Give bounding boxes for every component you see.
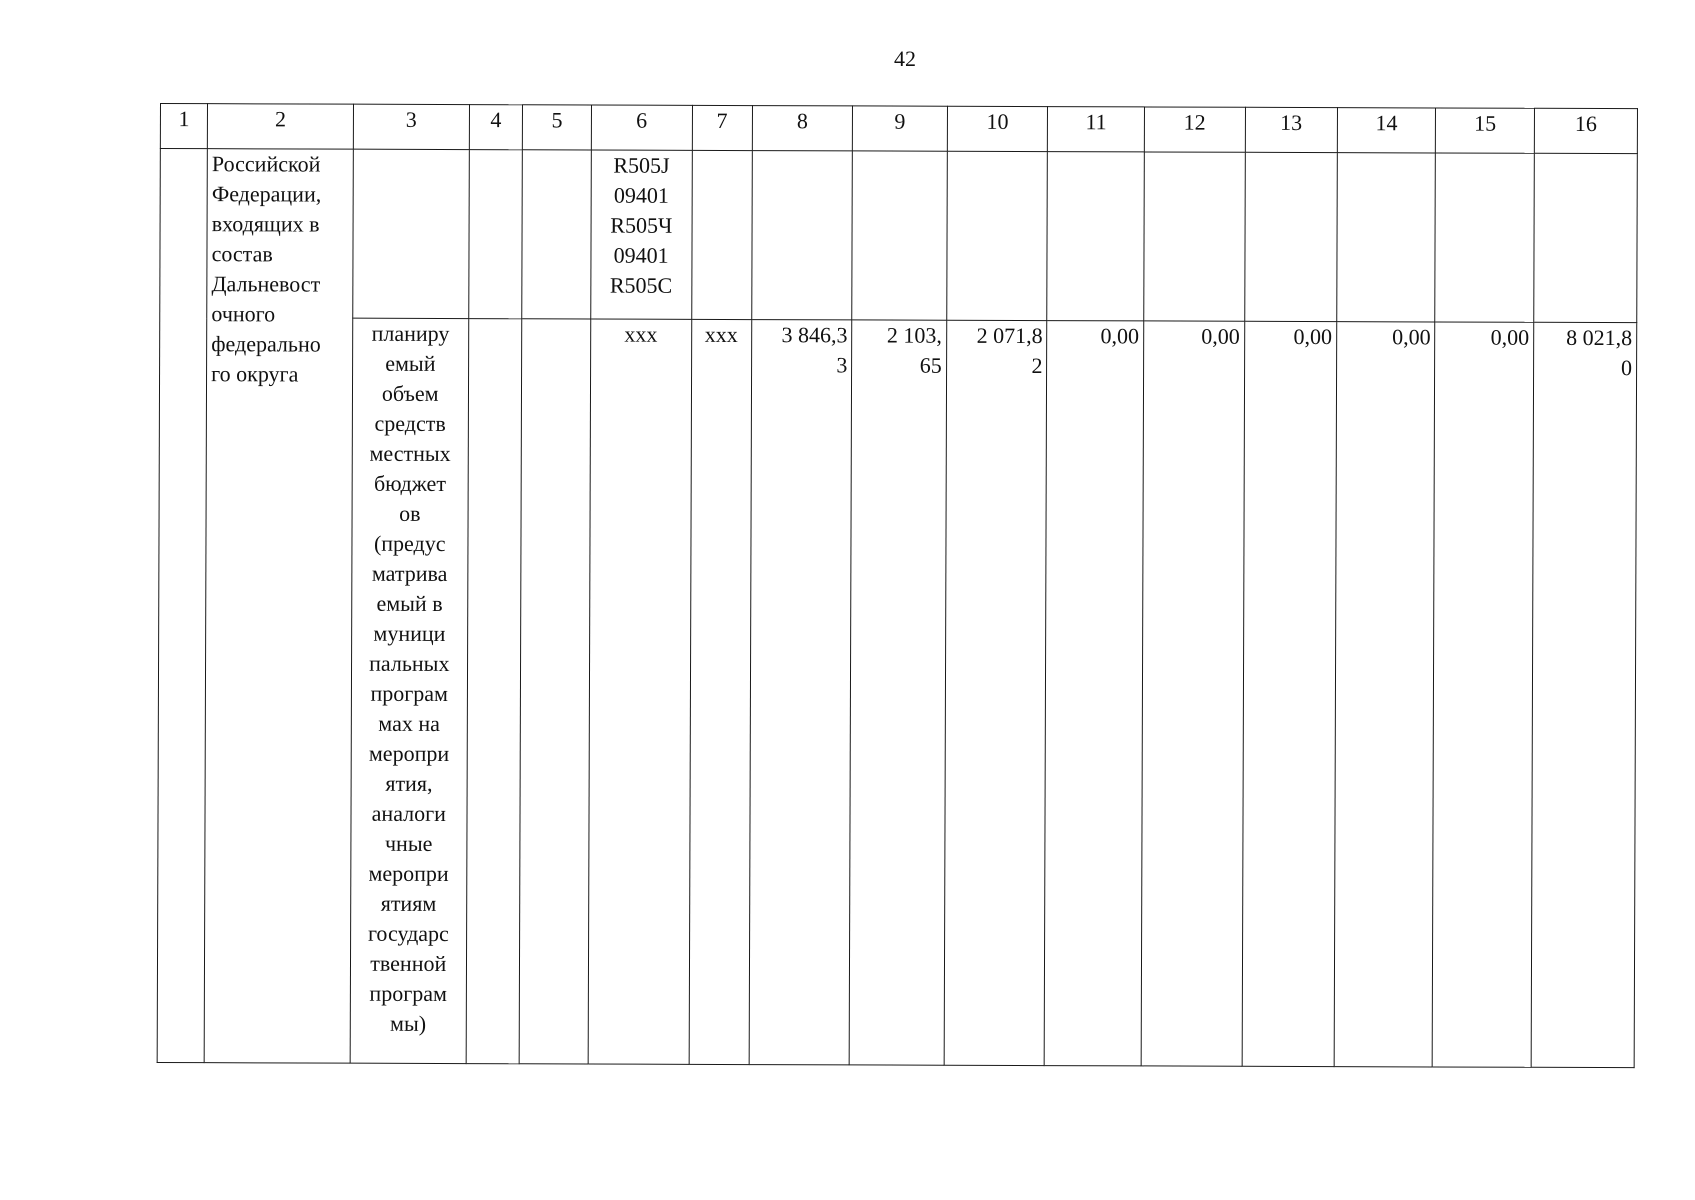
col10-value-cell: 2 071,8 2 bbox=[944, 320, 1047, 1065]
col13-value-cell: 0,00 bbox=[1242, 321, 1337, 1066]
column-number-3: 3 bbox=[353, 104, 469, 149]
row-index-cell bbox=[157, 149, 207, 1063]
column-number-10: 10 bbox=[947, 106, 1048, 151]
empty-cell bbox=[1435, 153, 1534, 322]
col12-value-cell: 0,00 bbox=[1141, 321, 1244, 1066]
empty-cell bbox=[1337, 153, 1436, 322]
subject-name-cell: Российской Федерации, входящих в состав Дальневост очного федерально го округа bbox=[204, 149, 353, 1064]
funding-description-cell: планиру емый объем средств местных бюджет ов (предус матрива емый в муници пальных програм мах на меропри ятия, аналоги чные меропри ятиям государс твенной програм мы) bbox=[350, 318, 468, 1063]
column-number-2: 2 bbox=[207, 104, 353, 150]
column-number-1: 1 bbox=[160, 104, 207, 149]
col7-value-cell: xxx bbox=[689, 319, 752, 1064]
empty-cell bbox=[691, 150, 752, 319]
col8-value-cell: 3 846,3 3 bbox=[749, 320, 852, 1065]
budget-table-sheet bbox=[157, 103, 1640, 1070]
col9-value-cell: 2 103, 65 bbox=[850, 320, 947, 1065]
empty-cell bbox=[751, 151, 852, 320]
empty-cell bbox=[946, 151, 1047, 320]
column-number-11: 11 bbox=[1048, 107, 1145, 152]
table-row bbox=[157, 318, 1637, 1068]
col6-value-cell: xxx bbox=[588, 319, 691, 1064]
column-number-8: 8 bbox=[752, 106, 853, 151]
col16-total-cell: 8 021,8 0 bbox=[1531, 322, 1637, 1067]
page-number: 42 bbox=[894, 46, 916, 71]
empty-cell bbox=[522, 150, 591, 319]
column-number-14: 14 bbox=[1337, 108, 1436, 153]
empty-cell bbox=[852, 151, 947, 320]
budget-table bbox=[157, 103, 1638, 1068]
column-number-row bbox=[160, 104, 1637, 154]
empty-cell bbox=[466, 319, 522, 1064]
column-number-6: 6 bbox=[591, 105, 692, 150]
column-number-4: 4 bbox=[469, 105, 523, 150]
column-number-12: 12 bbox=[1144, 107, 1245, 152]
column-number-9: 9 bbox=[853, 106, 947, 151]
empty-cell bbox=[1534, 153, 1638, 322]
empty-cell bbox=[353, 149, 469, 318]
column-number-15: 15 bbox=[1436, 108, 1535, 153]
col14-value-cell: 0,00 bbox=[1334, 322, 1435, 1067]
table-row bbox=[160, 149, 1638, 323]
empty-cell bbox=[468, 150, 522, 319]
empty-cell bbox=[1047, 152, 1144, 321]
col11-value-cell: 0,00 bbox=[1045, 321, 1144, 1066]
column-number-7: 7 bbox=[692, 105, 752, 150]
empty-cell bbox=[1244, 152, 1337, 321]
column-number-13: 13 bbox=[1245, 107, 1337, 152]
budget-codes-cell: R505J 09401 R505Ч 09401 R505C bbox=[591, 150, 692, 319]
empty-cell bbox=[519, 319, 590, 1064]
column-number-5: 5 bbox=[523, 105, 592, 150]
empty-cell bbox=[1144, 152, 1245, 321]
col15-value-cell: 0,00 bbox=[1433, 322, 1534, 1067]
column-number-16: 16 bbox=[1534, 108, 1637, 153]
